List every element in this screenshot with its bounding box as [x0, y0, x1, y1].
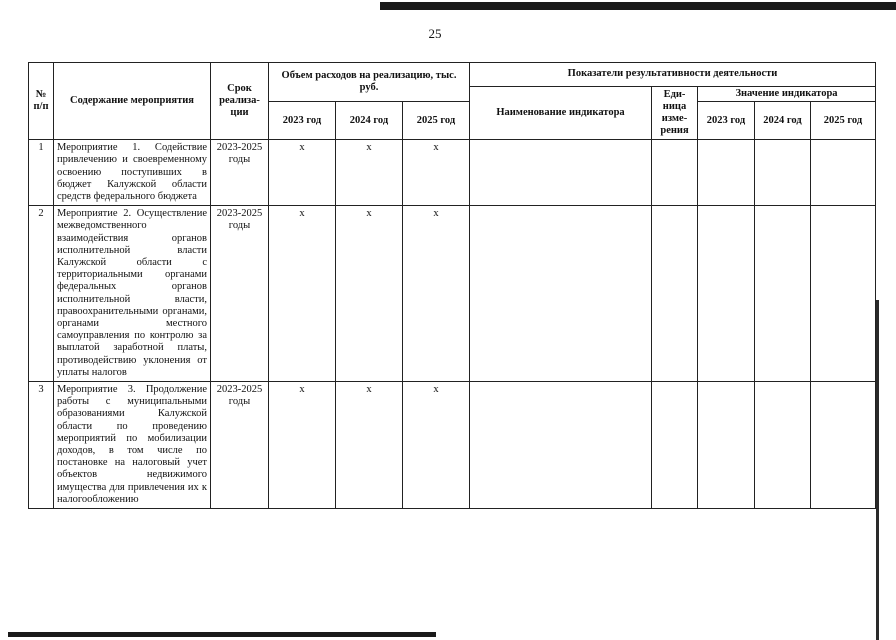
row-budget-2023: x: [269, 206, 336, 382]
measures-table: [28, 62, 876, 509]
row-content: Мероприятие 3. Продолжение работы с муниципальными образованиями Калужской области по проведению мероприятий по мобилизации доходов, в том числе по постановке на налоговый учет объектов недвижимого имущества для привлечения их к налогообложению: [54, 382, 211, 509]
row-budget-2024: x: [336, 382, 403, 509]
row-term: 2023-2025 годы: [211, 382, 269, 509]
row-content: Мероприятие 1. Содействие привлечению и своевременному освоению поступивших в бюджет Калужской области средств федерального бюджета: [54, 140, 211, 206]
table-row: [29, 140, 876, 206]
row-budget-2023: x: [269, 382, 336, 509]
header-content: Содержание мероприятия: [54, 63, 211, 140]
row-term: 2023-2025 годы: [211, 206, 269, 382]
row-content: Мероприятие 2. Осуществление межведомственного взаимодействия органов исполнительной власти Калужской области с территориальными органами федеральных органов исполнительной власти, правоохранительными органами, органами местного самоуправления по контролю за выплатой заработной платы, противодействию уклонения от уплаты налогов: [54, 206, 211, 382]
row-num: 1: [29, 140, 54, 206]
header-indicator-name: Наименование индикатора: [470, 87, 652, 140]
row-unit: [652, 140, 698, 206]
row-budget-2025: x: [403, 382, 470, 509]
row-budget-2023: x: [269, 140, 336, 206]
row-indicator-name: [470, 206, 652, 382]
row-value-2024: [755, 382, 811, 509]
header-term: Срок реализа-ции: [211, 63, 269, 140]
header-value-2025: 2025 год: [811, 102, 876, 140]
row-budget-2025: x: [403, 140, 470, 206]
header-num: № п/п: [29, 63, 54, 140]
row-value-2023: [698, 206, 755, 382]
header-unit: Еди-ница изме-рения: [652, 87, 698, 140]
row-num: 3: [29, 382, 54, 509]
row-unit: [652, 382, 698, 509]
scan-artifact-right: [876, 300, 879, 640]
row-budget-2025: x: [403, 206, 470, 382]
row-budget-2024: x: [336, 206, 403, 382]
header-indicators-group: Показатели результативности деятельности: [470, 63, 876, 87]
header-value-2023: 2023 год: [698, 102, 755, 140]
page-number: 25: [428, 26, 442, 41]
header-budget-group: Объем расходов на реализацию, тыс. руб.: [269, 63, 470, 102]
row-indicator-name: [470, 140, 652, 206]
table-row: [29, 206, 876, 382]
row-budget-2024: x: [336, 140, 403, 206]
row-unit: [652, 206, 698, 382]
scan-artifact-bottom: [8, 632, 436, 637]
table-row: [29, 382, 876, 509]
row-term: 2023-2025 годы: [211, 140, 269, 206]
header-budget-2023: 2023 год: [269, 102, 336, 140]
header-budget-2024: 2024 год: [336, 102, 403, 140]
row-value-2023: [698, 382, 755, 509]
scan-artifact-top: [380, 2, 896, 10]
row-value-2025: [811, 382, 876, 509]
header-indicator-value: Значение индикатора: [698, 87, 876, 102]
row-value-2023: [698, 140, 755, 206]
row-value-2024: [755, 140, 811, 206]
row-value-2025: [811, 140, 876, 206]
row-num: 2: [29, 206, 54, 382]
row-value-2024: [755, 206, 811, 382]
row-value-2025: [811, 206, 876, 382]
row-indicator-name: [470, 382, 652, 509]
header-budget-2025: 2025 год: [403, 102, 470, 140]
header-value-2024: 2024 год: [755, 102, 811, 140]
